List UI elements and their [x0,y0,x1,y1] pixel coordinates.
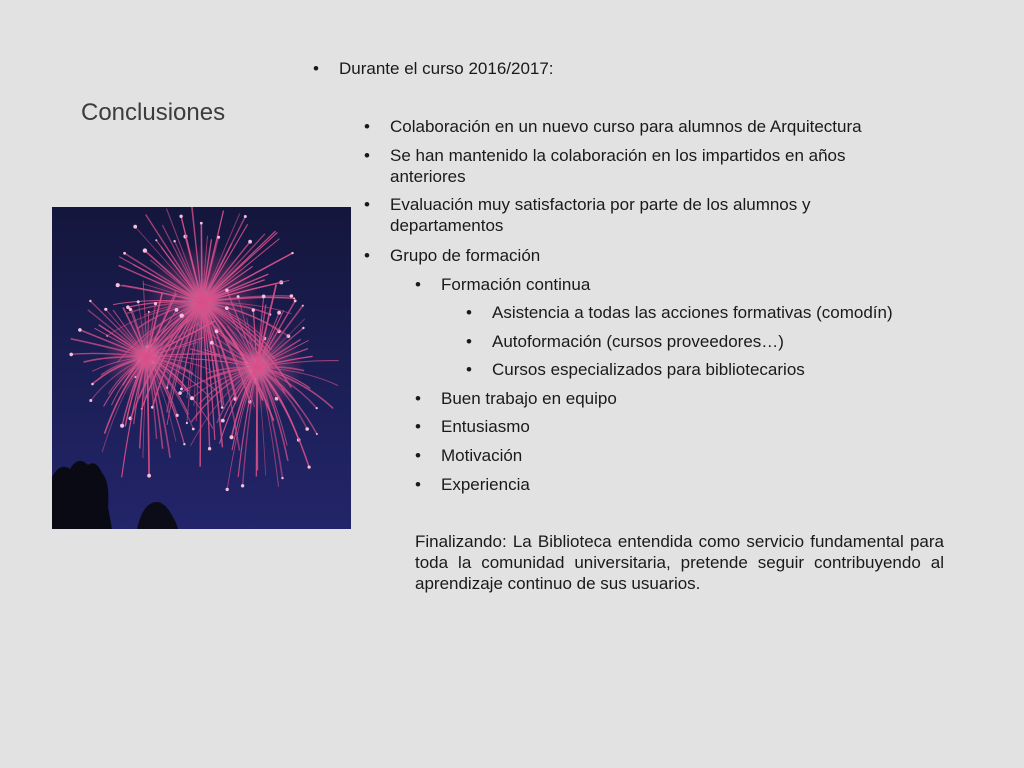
bullet-level-2: • Formación continua [441,274,941,295]
bullet-level-3: • Asistencia a todas las acciones formativas (comodín) [492,302,952,323]
intro-bullet: • Durante el curso 2016/2017: [339,58,554,79]
bullet-level-2: • Entusiasmo [441,416,941,437]
bullet-level-2: • Experiencia [441,474,941,495]
slide-title: Conclusiones [81,99,226,126]
bullet-level-1: • Colaboración en un nuevo curso para alumnos de Arquitectura [390,116,910,137]
bullet-level-1: • Se han mantenido la colaboración en los impartidos en años anteriores [390,145,910,187]
bullet-level-2: • Motivación [441,445,941,466]
closing-paragraph: Finalizando: La Biblioteca entendida como servicio fundamental para toda la comunidad universitaria, pretende seguir contribuyendo al aprendizaje continuo de sus usuarios. [415,532,944,593]
bullet-level-1: • Grupo de formación [390,245,910,266]
bullet-level-2: • Buen trabajo en equipo [441,388,941,409]
bullet-level-1: • Evaluación muy satisfactoria por parte de los alumnos y departamentos [390,194,910,236]
bullet-level-3: • Cursos especializados para bibliotecarios [492,359,952,380]
bullet-level-3: • Autoformación (cursos proveedores…) [492,331,952,352]
